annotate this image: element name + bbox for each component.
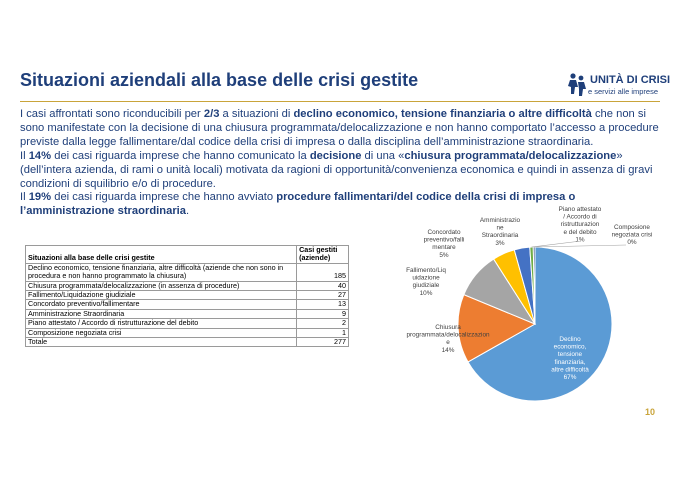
pie-chart (380, 205, 670, 420)
pie-data-label-line: programmata/delocalizzazion (406, 331, 490, 339)
pie-data-label-line: 5% (439, 251, 449, 259)
pie-data-label-line: 3% (495, 239, 505, 247)
table-cell-value: 185 (297, 263, 349, 281)
pie-data-label (612, 224, 653, 246)
logo-figures-icon (566, 72, 588, 98)
pie-data-label (480, 217, 521, 247)
table-cell-label: Concordato preventivo/fallimentare (26, 300, 297, 309)
table-cell-label: Chiusura programmata/delocalizzazione (in assenza di procedure) (26, 281, 297, 290)
table-cell-value: 277 (297, 338, 349, 347)
pie-data-label (424, 229, 465, 259)
p2-text-c: dei casi riguarda imprese che hanno comunicato la (51, 149, 310, 162)
pie-data-label-line: altre difficoltà (551, 366, 589, 374)
pie-data-label-line: ne (496, 224, 504, 232)
pie-data-label-line: Piano attestato (558, 206, 602, 213)
pie-data-label-line: Concordato (427, 229, 461, 236)
pie-data-label-line: giudiziale (412, 282, 440, 290)
p1-text-a: I casi affrontati sono riconducibili per (20, 108, 204, 120)
p2-bold-decision: decisione (309, 149, 362, 162)
slide-title: Situazioni aziendali alla base delle crisi gestite (20, 70, 419, 90)
table-cell-value: 40 (297, 281, 349, 290)
pie-data-label-line: Amministrazio (479, 217, 521, 224)
pie-data-label-line: tensione (557, 351, 583, 359)
table-cell-value: 9 (297, 309, 349, 318)
p3-text-a: Il (20, 191, 29, 204)
p2-text-g: » (dell’intera azienda, di rami o unità locali) motivata da ragioni di opportunità/convenienza economica e quindi in assenza di gravi condizioni di squilibrio e/o di procedure. (20, 149, 653, 190)
p3-bold-share: 19% (28, 191, 52, 204)
table-cell-label: Declino economico, tensione finanziaria, altre difficoltà (aziende che non sono in procedura e non hanno programmato la chiusura) (26, 263, 297, 281)
paragraph-1 (20, 108, 664, 150)
table-row (26, 328, 349, 337)
pie-data-label-line: 67% (563, 374, 577, 381)
pie-data-label-line: / Accordo di (563, 213, 597, 221)
pie-data-label-line: 14% (441, 346, 455, 354)
pie-data-label-line: e (446, 339, 450, 347)
table-cell-label: Piano attestato / Accordo di ristrutturazione del debito (26, 319, 297, 328)
table-total-row (26, 338, 349, 347)
table-cell-value: 13 (297, 300, 349, 309)
table-cell-label: Fallimento/Liquidazione giudiziale (26, 291, 297, 300)
table-cell-value: 2 (297, 319, 349, 328)
table-header-value: Casi gestiti (aziende) (297, 246, 349, 264)
paragraph-2 (20, 150, 664, 192)
p2-bold-closure: chiusura programmata/delocalizzazione (404, 149, 617, 162)
p1-text-c: a situazioni di (219, 108, 294, 120)
crisis-table (25, 245, 349, 347)
logo (566, 72, 676, 100)
pie-data-label (406, 267, 446, 297)
pie-data-label-line: Declino (559, 336, 581, 343)
table-cell-value: 27 (297, 291, 349, 300)
pie-data-label-line: Chiusura (435, 324, 461, 331)
table-cell-label: Composizione negoziata crisi (26, 328, 297, 337)
pie-data-label-line: finanziaria, (554, 358, 586, 366)
pie-data-label-line: negoziata crisi (611, 231, 653, 239)
p1-text-e: che non si sono manifestate con la decisione di una chiusura programmata/delocalizzazione e non hanno comportato l’accesso a procedure previste dalla legge fallimentare/dal codice della crisi di impresa o dalla disciplina dell’amministrazione straordinaria. (20, 108, 659, 148)
p2-text-a: Il (20, 149, 29, 162)
body-text (20, 108, 664, 219)
table-row (26, 263, 349, 281)
pie-data-label-line: Straordinaria (481, 232, 519, 240)
table-cell-label: Amministrazione Straordinaria (26, 309, 297, 318)
table-cell-value: 1 (297, 328, 349, 337)
pie-data-label-line: preventivo/falli (423, 236, 465, 244)
logo-main-text: UNITÀ DI CRISI (590, 74, 671, 86)
table-body (26, 263, 349, 347)
pie-data-label-line: e del debito (563, 228, 597, 236)
table-row (26, 319, 349, 328)
pie-data-label-line: Composione (614, 224, 650, 231)
pie-data-label (559, 206, 602, 243)
table-row (26, 300, 349, 309)
p3-bold-procedures: procedure fallimentari/del codice della crisi di impresa o l’amministrazione straordinaria (20, 191, 576, 218)
p3-text-c: dei casi riguarda imprese che hanno avviato (51, 191, 277, 204)
p2-bold-share: 14% (28, 149, 52, 162)
table-header-row (26, 246, 349, 264)
table-header-label: Situazioni alla base delle crisi gestite (26, 246, 297, 264)
pie-data-label-line: 10% (419, 289, 433, 297)
logo-sub-text: e servizi alle imprese (588, 87, 659, 96)
pie-data-label-line: 0% (627, 239, 637, 247)
pie-data-label-line: uidazione (412, 274, 440, 282)
p1-bold-share: 2/3 (203, 108, 220, 120)
title-divider (20, 101, 660, 102)
pie-data-label-line: economico, (553, 343, 587, 351)
pie-data-label-line: mentare (432, 244, 456, 252)
page-number: 10 (645, 407, 656, 417)
pie-data-label-line: 1% (575, 236, 585, 244)
pie-data-label-line: ristrutturazion (560, 221, 600, 229)
pie-data-label-line: Fallimento/Liq (406, 267, 446, 274)
p3-text-e: . (186, 205, 190, 218)
p2-text-e: di una « (361, 149, 405, 162)
table-cell-label: Totale (26, 338, 297, 347)
p1-bold-cause: declino economico, tensione finanziaria o altre difficoltà (293, 108, 592, 120)
